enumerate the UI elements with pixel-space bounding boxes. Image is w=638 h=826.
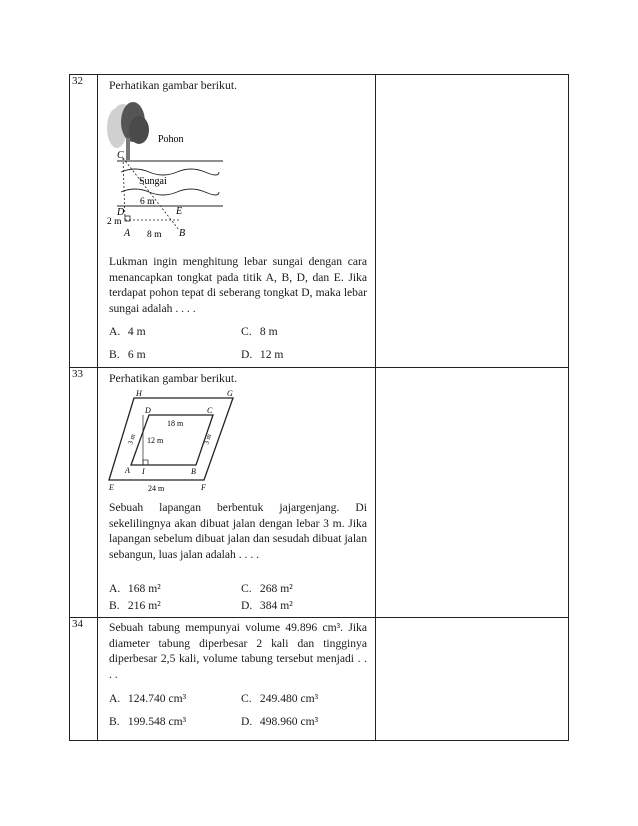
option-b: B. 6 m (109, 348, 146, 361)
parallelogram-figure (105, 388, 240, 496)
label-side-right: 3 m (202, 432, 214, 446)
label-sungai: Sungai (139, 176, 167, 187)
table-left-border (69, 74, 70, 741)
question-text: Sebuah lapangan berbentuk jajargenjang. Di sekelilingnya akan dibuat jalan dengan lebar 3 m. Jika lapangan sebelum dibuat jalan dan sesudah dibuat jalan sebangun, luas jalan adalah . . . . (109, 501, 367, 561)
question-title: Perhatikan gambar berikut. (109, 371, 238, 385)
label-f: F (201, 483, 206, 492)
question-title: Perhatikan gambar berikut. (109, 78, 238, 92)
table-bottom-border (69, 740, 569, 741)
question-number: 34 (72, 618, 83, 630)
row-divider (69, 367, 569, 368)
label-i: I (142, 467, 145, 476)
label-ad: 2 m (107, 217, 122, 227)
option-a: A. 168 m² (109, 582, 161, 595)
option-c: C. 249.480 cm³ (241, 692, 319, 705)
table-right-border (568, 74, 569, 741)
option-d: D. 498.960 cm³ (241, 715, 319, 728)
question-number: 33 (72, 368, 83, 380)
question-text: Sebuah tabung mempunyai volume 49.896 cm³. Jika diameter tabung diperbesar 2 kali dan tingginya diperbesar 2,5 kali, volume tabung tersebut menjadi . . . . (109, 621, 367, 681)
label-side-left: 3 m (126, 432, 138, 446)
label-a: A (125, 466, 130, 475)
label-top: 18 m (167, 419, 184, 428)
tree-icon (107, 102, 149, 160)
label-b: B (179, 228, 186, 239)
table-top-border (69, 74, 569, 75)
option-c: C. 8 m (241, 325, 278, 338)
label-c: C (207, 406, 213, 415)
label-ab: 8 m (147, 230, 162, 240)
label-a: A (124, 228, 131, 239)
label-bottom: 24 m (148, 484, 165, 493)
label-height: 12 m (147, 436, 164, 445)
label-pohon: Pohon (158, 134, 184, 145)
question-number: 32 (72, 75, 83, 87)
column-divider (97, 74, 98, 741)
column-divider (375, 74, 376, 741)
question-text: Lukman ingin menghitung lebar sungai dengan cara menancapkan tongkat pada titik A, B, D, dan E. Jika terdapat pohon tepat di seberang tongkat D, maka lebar sungai adalah . . . . (109, 255, 367, 315)
option-b: B. 216 m² (109, 599, 161, 612)
river-figure (103, 100, 233, 245)
row-divider (69, 617, 569, 618)
label-d: D (117, 207, 125, 218)
label-d: D (145, 406, 151, 415)
label-de: 6 m (140, 197, 155, 207)
option-d: D. 12 m (241, 348, 284, 361)
label-g: G (227, 389, 233, 398)
label-b: B (191, 467, 196, 476)
label-e: E (109, 483, 114, 492)
option-a: A. 124.740 cm³ (109, 692, 187, 705)
option-d: D. 384 m² (241, 599, 293, 612)
label-h: H (136, 389, 142, 398)
label-e: E (176, 206, 183, 217)
option-c: C. 268 m² (241, 582, 293, 595)
label-c: C (117, 150, 124, 161)
option-b: B. 199.548 cm³ (109, 715, 187, 728)
option-a: A. 4 m (109, 325, 146, 338)
